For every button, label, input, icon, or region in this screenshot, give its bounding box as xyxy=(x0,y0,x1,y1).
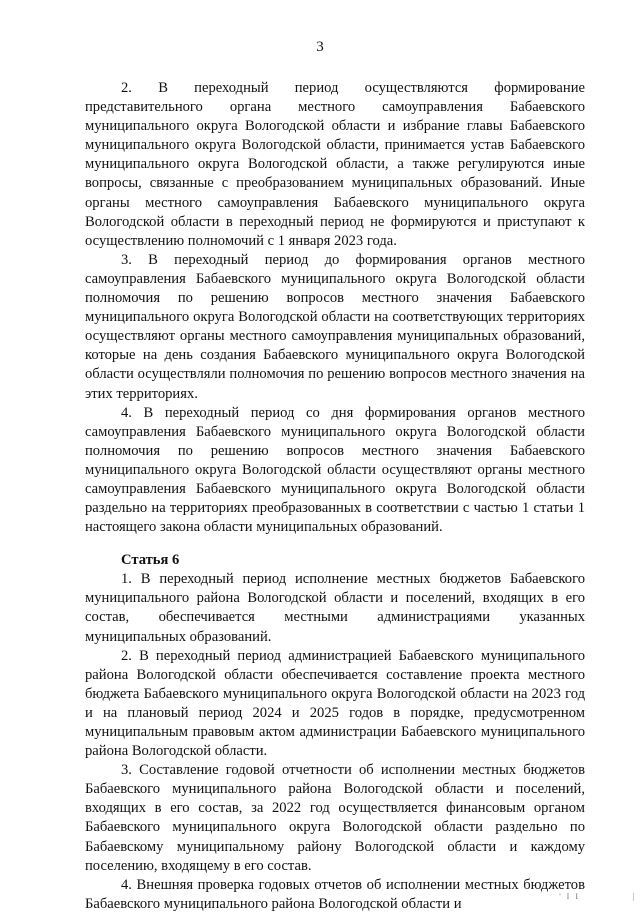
article-6-paragraph-1: 1. В переходный период исполнение местных бюджетов Бабаевского муниципального района Вологодской области и поселений, входящих в его состав, обеспечивается местными администрациями указанных муниципальных образований. xyxy=(85,571,585,645)
article-6-paragraph-4: 4. Внешняя проверка годовых отчетов об исполнении местных бюджетов Бабаевского муниципального района Вологодской области и xyxy=(85,876,585,912)
article-6-paragraph-2: 2. В переходный период администрацией Бабаевского муниципального района Вологодской области обеспечивается составление проекта местного бюджета Бабаевского муниципального округа Вологодской области на 2023 год и на плановый период 2024 и 2025 годов в порядке, предусмотренном муниципальным правовым актом администрации Бабаевского муниципального района Вологодской области. xyxy=(85,647,585,760)
scan-mark-edge: | xyxy=(632,892,634,901)
paragraph-4: 4. В переходный период со дня формирования органов местного самоуправления Бабаевского муниципального округа Вологодской области полномочия по решению вопросов местного значения Бабаевского муниципального округа Вологодской области осуществляют органы местного самоуправления Бабаевского муниципального округа Вологодской области раздельно на территориях преобразованных в соответствии с частью 1 статьи 1 настоящего закона области муниципальных образований. xyxy=(85,404,585,536)
page-number: 3 xyxy=(316,39,324,55)
document-body xyxy=(85,79,585,914)
article-heading: Статья 6 xyxy=(121,552,180,569)
paragraph-3: 3. В переходный период до формирования органов местного самоуправления Бабаевского муниципального округа Вологодской области полномочия по решению вопросов местного значения Бабаевского муниципального округа Вологодской области на соответствующих территориях осуществляют органы местного самоуправления муниципальных образований, которые на день создания Бабаевского муниципального округа Вологодской области осуществляли полномочия по решению вопросов местного значения на этих территориях. xyxy=(85,251,585,402)
scan-mark: ' I I xyxy=(559,892,580,901)
paragraph-2: 2. В переходный период осуществляются формирование представительного органа местного самоуправления Бабаевского муниципального округа Вологодской области и избрание главы Бабаевского муниципального округа Вологодской области, принимается устав Бабаевского муниципального округа Вологодской области, а также регулируются иные вопросы, связанные с преобразованием муниципальных образований. Иные органы местного самоуправления Бабаевского муниципального округа Вологодской области в переходный период не формируются и приступают к осуществлению полномочий с 1 января 2023 года. xyxy=(85,80,585,249)
article-6-paragraph-3: 3. Составление годовой отчетности об исполнении местных бюджетов Бабаевского муниципального района Вологодской области и поселений, входящих в его состав, за 2022 год осуществляется финансовым органом Бабаевского муниципального округа Вологодской области раздельно по Бабаевскому муниципальному району Вологодской области и каждому поселению, входящему в его состав. xyxy=(85,762,585,874)
